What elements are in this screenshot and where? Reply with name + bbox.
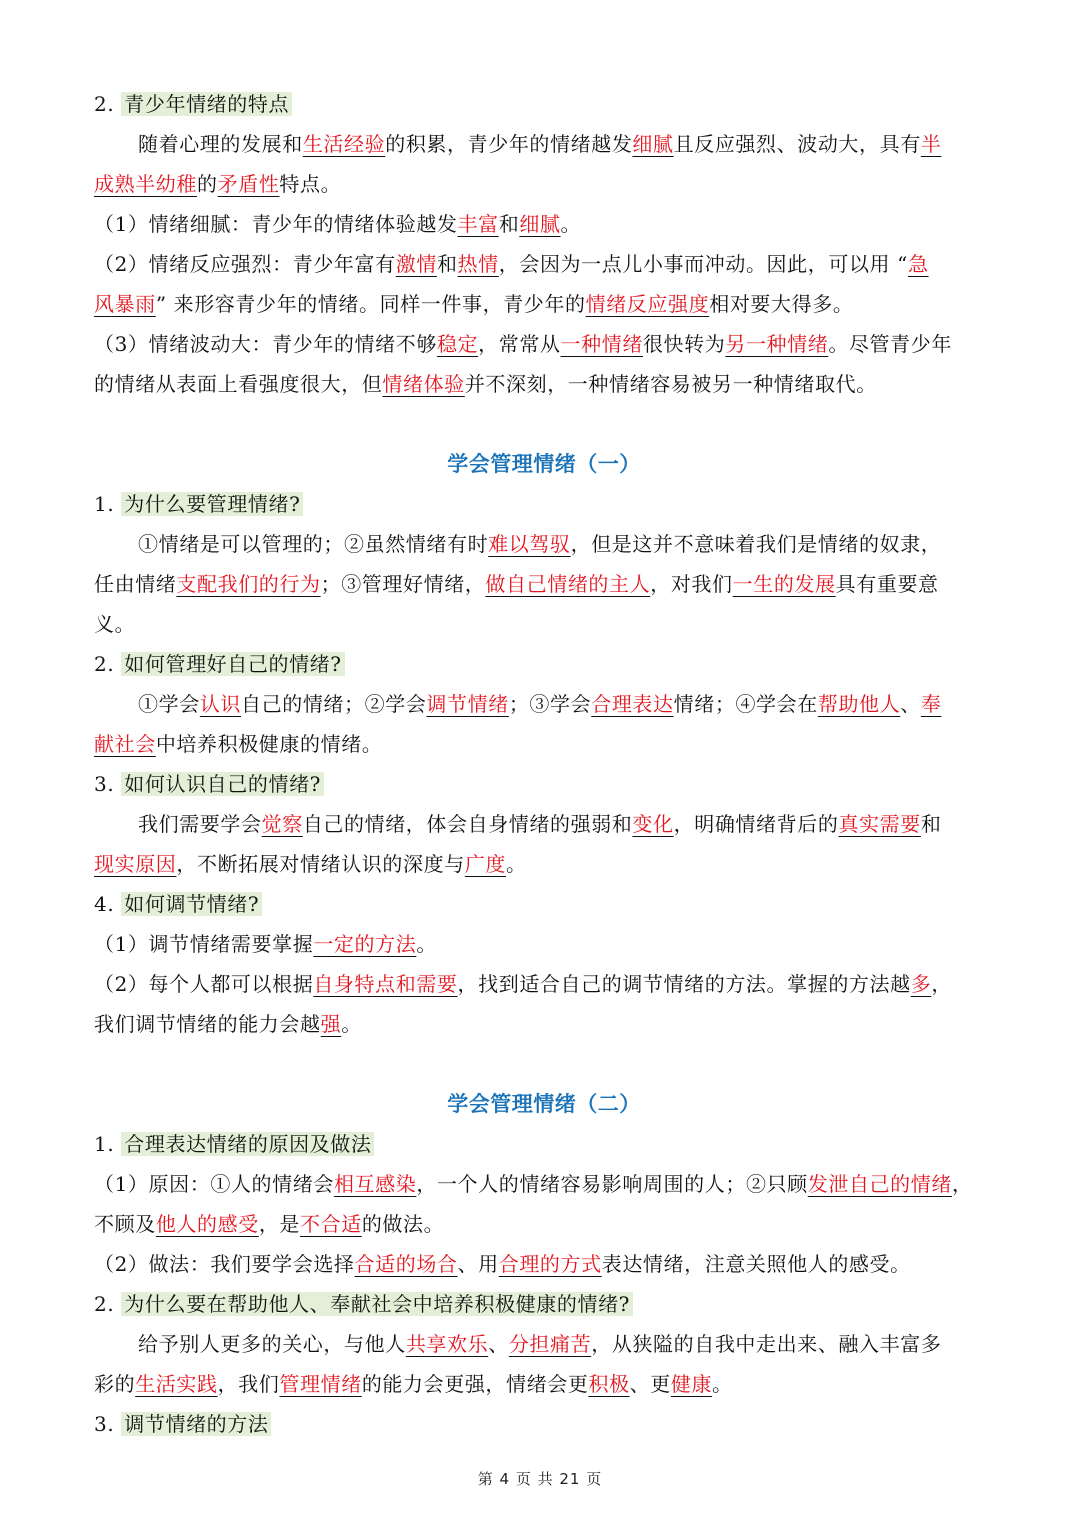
keyword: 健康: [670, 1372, 713, 1396]
keyword: 多: [910, 972, 932, 996]
keyword: 支配我们的行为: [176, 572, 321, 596]
keyword: 矛盾性: [217, 172, 280, 196]
keyword: 广度: [464, 852, 507, 876]
heading-teen-emotion-traits: [94, 84, 994, 124]
question-heading: 2. 为什么要在帮助他人、奉献社会中培养积极健康的情绪?: [94, 1284, 994, 1324]
list-item-continued: 我们调节情绪的能力会越强。: [94, 1012, 362, 1036]
list-item: （2）做法：我们要学会选择合适的场合、用合理的方式表达情绪，注意关照他人的感受。: [94, 1252, 911, 1276]
keyword: 情绪反应强度: [585, 292, 710, 316]
list-item: （1）原因：①人的情绪会相互感染，一个人的情绪容易影响周围的人；②只顾发泄自己的情绪，: [94, 1172, 973, 1196]
keyword: 调节情绪: [426, 692, 509, 716]
keyword: 细腻: [519, 212, 561, 236]
question-heading: 4. 如何调节情绪?: [94, 884, 994, 924]
keyword: 分担痛苦: [508, 1332, 592, 1356]
keyword: 难以驾驭: [488, 532, 571, 556]
paragraph-line: 献社会中培养积极健康的情绪。: [94, 732, 383, 756]
keyword: 一种情绪: [560, 332, 643, 356]
keyword: 生活经验: [302, 132, 386, 156]
keyword: 风暴雨: [94, 292, 156, 316]
keyword: 变化: [632, 812, 674, 836]
keyword: 激情: [395, 252, 437, 276]
spacer: [94, 404, 994, 444]
paragraph-line: 现实原因，不断拓展对情绪认识的深度与广度。: [94, 852, 527, 876]
keyword: 奉: [920, 692, 942, 716]
keyword: 献社会: [94, 732, 156, 756]
keyword: 合适的场合: [354, 1252, 458, 1276]
list-item: （1）调节情绪需要掌握一定的方法。: [94, 932, 437, 956]
section-title: 学会管理情绪（二）: [447, 1092, 641, 1116]
paragraph-line: 成熟半幼稚的矛盾性特点。: [94, 172, 342, 196]
list-item: （2）每个人都可以根据自身特点和需要，找到适合自己的调节情绪的方法。掌握的方法越多，: [94, 972, 952, 996]
keyword: 相互感染: [333, 1172, 417, 1196]
heading-number: 2.: [94, 92, 115, 116]
keyword: 合理的方式: [498, 1252, 602, 1276]
keyword: 生活实践: [135, 1372, 218, 1396]
question-heading: 3. 如何认识自己的情绪?: [94, 764, 994, 804]
keyword: 他人的感受: [155, 1212, 259, 1236]
page-footer: 第 4 页 共 21 页: [477, 1470, 603, 1488]
keyword: 强: [320, 1012, 342, 1036]
keyword: 现实原因: [94, 852, 177, 876]
keyword: 丰富: [457, 212, 499, 236]
list-item-continued: 不顾及他人的感受，是不合适的做法。: [94, 1212, 445, 1236]
question-heading: 3. 调节情绪的方法: [94, 1404, 994, 1444]
heading-text: 青少年情绪的特点: [121, 92, 292, 116]
keyword: 另一种情绪: [725, 332, 829, 356]
keyword: 积极: [588, 1372, 630, 1396]
keyword: 细腻: [632, 132, 674, 156]
keyword: 帮助他人: [817, 692, 901, 716]
keyword: 真实需要: [838, 812, 921, 836]
list-item: （1）情绪细腻：青少年的情绪体验越发丰富和细腻。: [94, 212, 582, 236]
keyword: 半: [920, 132, 942, 156]
keyword: 做自己情绪的主人: [485, 572, 651, 596]
spacer: [94, 1044, 994, 1084]
paragraph-line: 给予别人更多的关心，与他人共享欢乐、分担痛苦，从狭隘的自我中走出来、融入丰富多: [138, 1332, 942, 1356]
question-heading: 1. 合理表达情绪的原因及做法: [94, 1124, 994, 1164]
keyword: 成熟半幼稚: [94, 172, 197, 196]
paragraph-line: 随着心理的发展和生活经验的积累，青少年的情绪越发细腻且反应强烈、波动大，具有半: [138, 132, 942, 156]
keyword: 稳定: [436, 332, 479, 356]
keyword: 一定的方法: [313, 932, 417, 956]
list-item: （2）情绪反应强烈：青少年富有激情和热情，会因为一点儿小事而冲动。因此，可以用 “急: [94, 252, 929, 276]
section-title: 学会管理情绪（一）: [447, 452, 641, 476]
keyword: 自身特点和需要: [313, 972, 458, 996]
document-page: [94, 84, 994, 1444]
question-heading: 2. 如何管理好自己的情绪?: [94, 644, 994, 684]
paragraph-line: 彩的生活实践，我们管理情绪的能力会更强，情绪会更积极、更健康。: [94, 1372, 733, 1396]
keyword: 管理情绪: [279, 1372, 362, 1396]
list-item-continued: 风暴雨” 来形容青少年的情绪。同样一件事，青少年的情绪反应强度相对要大得多。: [94, 292, 854, 316]
keyword: 觉察: [261, 812, 303, 836]
list-item: （3）情绪波动大：青少年的情绪不够稳定，常常从一种情绪很快转为另一种情绪。尽管青少年: [94, 332, 952, 356]
keyword: 热情: [457, 252, 499, 276]
paragraph-line: 义。: [94, 612, 136, 636]
keyword: 合理表达: [591, 692, 674, 716]
keyword: 认识: [199, 692, 242, 716]
paragraph-line: 任由情绪支配我们的行为；③管理好情绪，做自己情绪的主人，对我们一生的发展具有重要意: [94, 572, 939, 596]
paragraph-line: ①情绪是可以管理的；②虽然情绪有时难以驾驭，但是这并不意味着我们是情绪的奴隶，: [138, 532, 942, 556]
keyword: 发泄自己的情绪: [807, 1172, 952, 1196]
list-item-continued: 的情绪从表面上看强度很大，但情绪体验并不深刻，一种情绪容易被另一种情绪取代。: [94, 372, 877, 396]
keyword: 一生的发展: [732, 572, 836, 596]
keyword: 急: [907, 252, 929, 276]
paragraph-line: ①学会认识自己的情绪；②学会调节情绪；③学会合理表达情绪；④学会在帮助他人、奉: [138, 692, 942, 716]
keyword: 共享欢乐: [405, 1332, 489, 1356]
paragraph-line: 我们需要学会觉察自己的情绪，体会自身情绪的强弱和变化，明确情绪背后的真实需要和: [138, 812, 942, 836]
question-heading: 1. 为什么要管理情绪?: [94, 484, 994, 524]
keyword: 情绪体验: [382, 372, 465, 396]
keyword: 不合适: [300, 1212, 362, 1236]
